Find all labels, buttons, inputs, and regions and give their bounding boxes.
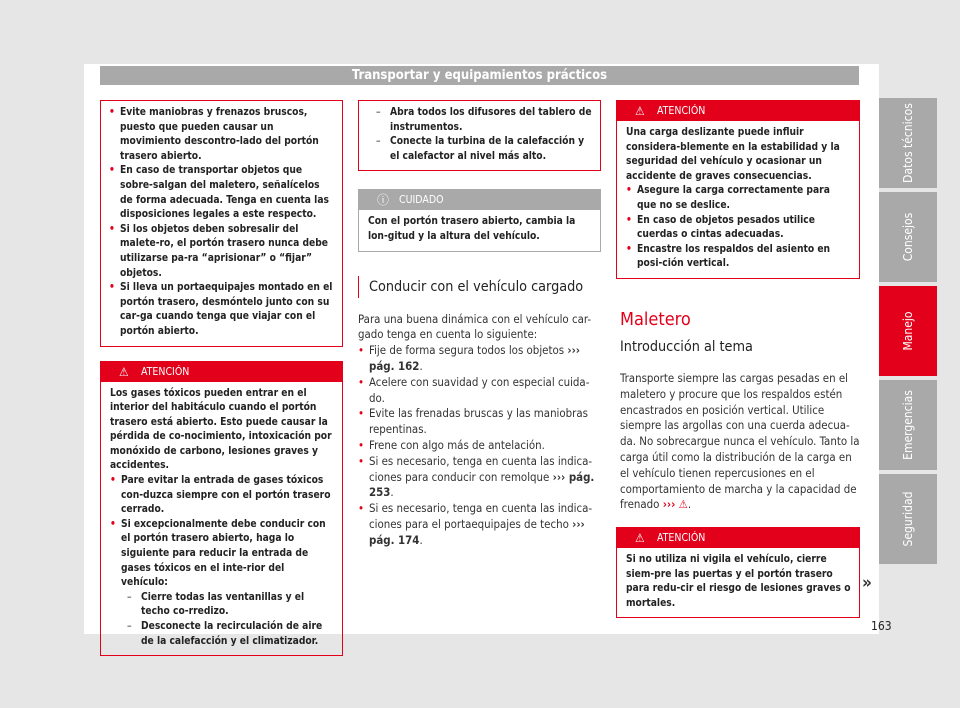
warning-icon: ⚠ — [635, 531, 645, 546]
body-text: Transporte siempre las cargas pesadas en el maletero y procure que los respaldos estén encastrados en posición vertical. Utilice siempre las argollas con una cuerda adecua-da. No sobrecargue nunca el vehículo. Tanto la carga útil como la distribución de la carga en el vehículo tienen repercusiones en el comportamiento de marcha y la capacidad de frenado ››› ⚠. — [620, 370, 860, 512]
bullet-item: • Si los objetos deben sobresalir del malete-ro, el portón trasero nunca debe utilizarse pa-ra “aprisionar” o “fijar” objetos. — [109, 223, 334, 281]
page-ref-link[interactable]: ››› — [662, 497, 676, 512]
dash-item: – Conecte la turbina de la calefacción y el calefactor al nivel más alto. — [359, 135, 592, 164]
column-3 — [616, 100, 860, 618]
page-number: 163 — [871, 619, 892, 633]
bullet-item: • Evite maniobras y frenazos bruscos, puesto que pueden causar un movimiento descontro-lado del portón trasero abierto. — [109, 106, 334, 164]
notice-text: Con el portón trasero abierto, cambia la lon-gitud y la altura del vehículo. — [368, 216, 576, 242]
warning-text: Una carga deslizante puede influir considera-blemente en la estabilidad y la seguridad del vehículo y ocasionar un accidente de graves consecuencias. — [626, 127, 840, 182]
dash-item: – Abra todos los difusores del tablero de instrumentos. — [359, 106, 592, 135]
list-item: • Acelere con suavidad y con especial cuida-do. — [358, 375, 601, 407]
warning-text: Los gases tóxicos pueden entrar en el interior del habitáculo cuando el portón trasero está abierto. Esto puede causar la pérdida de co-nocimiento, intoxicación por monóxido de carbono, lesiones graves y accidentes. — [110, 387, 332, 472]
dash-item: – Cierre todas las ventanillas y el techo co-rredizo. — [110, 591, 334, 620]
tab-manejo[interactable]: Manejo — [879, 286, 937, 376]
page-ref-link[interactable]: ››› pág. 174 — [369, 516, 585, 547]
tab-datos-tecnicos[interactable]: Datos técnicos — [879, 98, 937, 188]
warning-box — [616, 100, 860, 279]
section-title: Conducir con el vehículo cargado — [358, 276, 601, 298]
bullet-item: • Si excepcionalmente debe conducir con el portón trasero abierto, haga lo siguiente para reducir la entrada de gases tóxicos en el inte-rior del vehículo: — [110, 518, 334, 591]
list-item: • Frene con algo más de antelación. — [358, 438, 601, 454]
warning-icon: ⚠ — [119, 364, 129, 379]
continued-box — [358, 100, 601, 171]
tab-emergencias[interactable]: Emergencias — [879, 380, 937, 470]
section-title: Introducción al tema — [620, 338, 753, 355]
intro-text: Para una buena dinámica con el vehículo car-gado tenga en cuenta lo siguiente: — [358, 311, 592, 342]
chapter-tabs — [879, 98, 937, 568]
notice-box — [358, 189, 601, 251]
page-ref-link[interactable]: ››› pág. 162 — [369, 343, 581, 373]
warning-header — [101, 362, 342, 382]
notice-label: CUIDADO — [399, 194, 444, 207]
list-item: • Fije de forma segura todos los objetos ››› pág. 162. — [358, 343, 601, 375]
bullet-item: • Si lleva un portaequipajes montado en el portón trasero, desmóntelo junto con su car-ga cuando tenga que viajar con el portón abierto. — [109, 281, 334, 339]
chapter-title: Maletero — [620, 308, 691, 330]
list-item: • Si es necesario, tenga en cuenta las indica-ciones para conducir con remolque ››› pág. 253. — [358, 454, 601, 501]
tab-seguridad[interactable]: Seguridad — [879, 474, 937, 564]
bullet-item: • Encastre los respaldos del asiento en posi-ción vertical. — [626, 243, 851, 272]
bullet-item: • En caso de objetos pesados utilice cuerdas o cintas adecuadas. — [626, 214, 851, 243]
list-item: • Evite las frenadas bruscas y las maniobras repentinas. — [358, 406, 601, 438]
notice-header — [359, 190, 600, 210]
tab-consejos[interactable]: Consejos — [879, 192, 937, 282]
bullet-box — [100, 100, 343, 347]
warning-label: ATENCIÓN — [657, 532, 706, 545]
bullet-item: • Pare evitar la entrada de gases tóxicos con-duzca siempre con el portón trasero cerrado. — [110, 474, 334, 518]
dash-item: – Desconecte la recirculación de aire de la calefacción y el climatizador. — [110, 620, 334, 649]
bullet-item: • En caso de transportar objetos que sobre-salgan del maletero, señalícelos de forma adecuada. Tenga en cuenta las disposiciones legales a este respecto. — [109, 164, 334, 222]
warning-label: ATENCIÓN — [657, 105, 706, 117]
warning-header — [617, 528, 859, 548]
column-1 — [100, 100, 343, 656]
warning-text: Si no utiliza ni vigila el vehículo, cierre siem-pre las puertas y el portón trasero para redu-cir el riesgo de lesiones graves o mortales. — [626, 554, 851, 609]
warning-header — [617, 101, 859, 121]
warning-label: ATENCIÓN — [141, 365, 190, 378]
page-ref-link[interactable]: ››› pág. 253 — [369, 469, 595, 500]
warning-box — [616, 527, 860, 618]
bullet-item: • Asegure la carga correctamente para que no se deslice. — [626, 184, 851, 213]
warning-ref-icon: ⚠ — [678, 497, 688, 512]
warning-icon: ⚠ — [635, 104, 645, 118]
notice-icon: ⓘ — [377, 193, 390, 208]
warning-box — [100, 361, 343, 657]
column-2 — [358, 100, 601, 549]
list-item: • Si es necesario, tenga en cuenta las indica-ciones para el portaequipajes de techo ››› pág. 174. — [358, 501, 601, 548]
page-header: Transportar y equipamientos prácticos — [100, 66, 859, 85]
continue-marker: » — [862, 573, 872, 593]
